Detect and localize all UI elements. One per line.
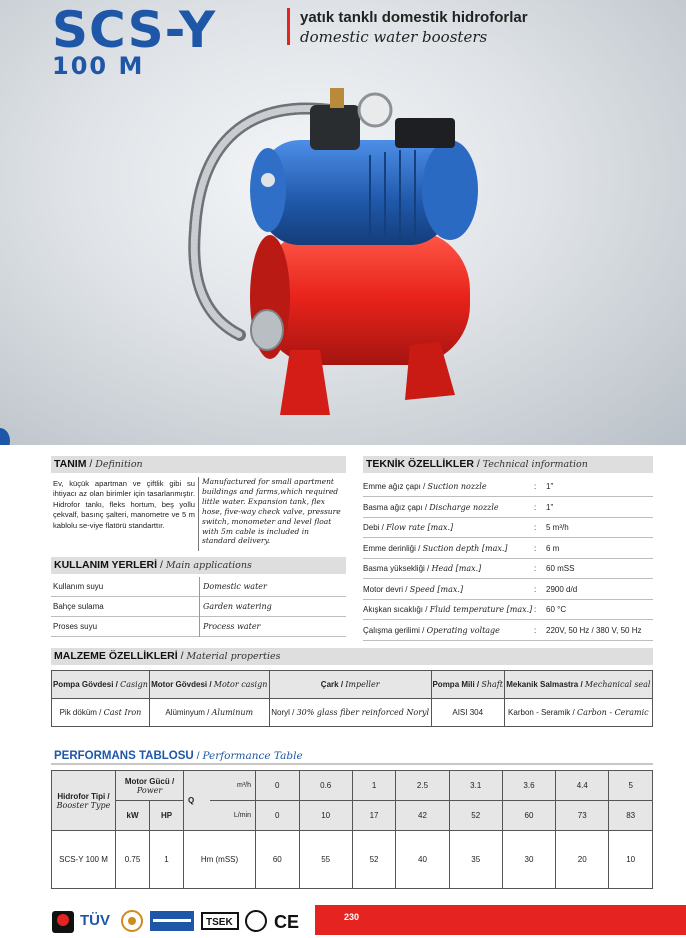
materials-column-header: Pompa Mili / Shaft bbox=[431, 671, 504, 699]
flow-m3h-cell: 4.4 bbox=[556, 771, 609, 801]
head-cell: 60 bbox=[256, 831, 300, 889]
model-subtitle: 100 M bbox=[52, 52, 145, 80]
usage-row-en: Process water bbox=[199, 617, 260, 637]
materials-column-en: Motor casign bbox=[213, 680, 268, 689]
materials-value-cell: Alüminyum / Aluminum bbox=[149, 699, 269, 727]
usage-heading-en: Main applications bbox=[165, 560, 252, 571]
technical-value: 60 °C bbox=[546, 605, 567, 614]
tuv-logo-icon bbox=[80, 912, 110, 929]
head-cell: 30 bbox=[502, 831, 555, 889]
technical-label: Emme derinliği / Suction depth [max.] bbox=[363, 543, 508, 553]
booster-type-en: Booster Type bbox=[56, 800, 111, 810]
materials-column-tr: Pompa Mili bbox=[432, 680, 475, 689]
tsek-logo-text: TSEK bbox=[206, 917, 233, 928]
technical-separator: : bbox=[534, 625, 537, 635]
technical-separator: : bbox=[534, 482, 537, 491]
technical-label-tr: Çalışma gerilimi bbox=[363, 625, 420, 635]
technical-label: Çalışma gerilimi / Operating voltage bbox=[363, 625, 500, 635]
materials-value-tr: Pik döküm bbox=[59, 708, 97, 717]
materials-column-tr: Mekanik Salmastra bbox=[506, 680, 579, 689]
technical-label: Emme ağız çapı / Suction nozzle bbox=[363, 482, 487, 491]
motor-power-header: Motor Gücü / Power bbox=[116, 771, 184, 801]
definition-header: TANIM / Definition bbox=[51, 456, 346, 473]
booster-type-header: Hidrofor Tipi / Booster Type bbox=[52, 771, 116, 831]
head-cell: 10 bbox=[609, 831, 653, 889]
technical-label-en: Head [max.] bbox=[431, 564, 482, 573]
motor-power-tr: Motor Gücü bbox=[124, 776, 170, 786]
materials-value-cell: Pik döküm / Cast Iron bbox=[52, 699, 150, 727]
booster-type-tr: Hidrofor Tipi bbox=[57, 791, 106, 801]
technical-label-tr: Emme derinliği bbox=[363, 543, 416, 553]
model-title: SCS-Y bbox=[52, 1, 217, 59]
flow-lmin-cell: 52 bbox=[449, 801, 502, 831]
usage-heading-tr: KULLANIM YERLERİ bbox=[54, 559, 158, 571]
technical-label-tr: Basma yüksekliği bbox=[363, 564, 425, 573]
technical-label-en: Discharge nozzle bbox=[429, 502, 499, 512]
technical-value: 6 m bbox=[546, 543, 560, 553]
usage-row bbox=[51, 577, 346, 597]
materials-value-cell: Noryl / 30% glass fiber reinforced Noryl bbox=[269, 699, 431, 727]
performance-data-row bbox=[52, 831, 653, 889]
technical-separator: : bbox=[534, 502, 537, 512]
materials-column-header: Mekanik Salmastra / Mechanical seal bbox=[504, 671, 652, 699]
footer-band bbox=[315, 905, 686, 935]
title-divider bbox=[287, 8, 290, 45]
usage-row bbox=[51, 617, 346, 637]
technical-row bbox=[363, 518, 653, 538]
technical-label-tr: Akışkan sıcaklığı bbox=[363, 605, 424, 614]
materials-column-en: Impeller bbox=[345, 680, 380, 689]
materials-table bbox=[51, 670, 653, 727]
materials-value-en: Cast Iron bbox=[103, 708, 142, 717]
materials-column-tr: Motor Gövdesi bbox=[151, 680, 208, 689]
booster-type-cell: SCS-Y 100 M bbox=[52, 831, 116, 889]
performance-table bbox=[51, 770, 653, 889]
technical-label-en: Flow rate [max.] bbox=[386, 523, 454, 532]
materials-heading-tr: MALZEME ÖZELLİKLERİ bbox=[54, 650, 178, 662]
materials-value-tr: Alüminyum bbox=[165, 708, 205, 717]
definition-text-en: Manufactured for small apartment buildings and farms,which required little water. Expansion tank, flex hose, five-way check valve, pressure switch, monometer and level float with 5m cable is included in standard delivery. bbox=[198, 477, 345, 551]
foundry-logo-icon bbox=[122, 911, 142, 931]
tsek-logo-icon bbox=[202, 913, 238, 929]
ce-logo-text: CE bbox=[274, 912, 300, 932]
hero-banner bbox=[0, 0, 686, 445]
technical-value: 2900 d/d bbox=[546, 584, 578, 594]
technical-label-en: Suction depth [max.] bbox=[422, 543, 508, 553]
technical-value: 1" bbox=[546, 482, 554, 491]
definition-heading-en: Definition bbox=[95, 459, 143, 470]
usage-row-tr: Proses suyu bbox=[53, 622, 98, 631]
certification-logos bbox=[52, 907, 310, 935]
technical-label-en: Suction nozzle bbox=[427, 482, 487, 491]
usage-row-en: Domestic water bbox=[199, 577, 267, 597]
materials-value-en: 30% glass fiber reinforced Noryl bbox=[296, 708, 430, 717]
technical-label: Debi / Flow rate [max.] bbox=[363, 523, 454, 532]
kw-header: kW bbox=[116, 801, 150, 831]
materials-value-row bbox=[52, 699, 653, 727]
performance-header: PERFORMANS TABLOSU / Performance Table bbox=[51, 748, 653, 765]
technical-label-en: Speed [max.] bbox=[409, 584, 464, 594]
technical-label-en: Operating voltage bbox=[426, 625, 500, 635]
materials-value-cell: Karbon - Seramik / Carbon - Ceramic bbox=[504, 699, 652, 727]
flow-m3h-cell: 3.6 bbox=[502, 771, 555, 801]
head-cell: 20 bbox=[556, 831, 609, 889]
materials-value-tr: Karbon - Seramik bbox=[508, 708, 571, 717]
head-cell: 40 bbox=[396, 831, 449, 889]
hp-header: HP bbox=[150, 801, 184, 831]
flow-lmin-cell: 83 bbox=[609, 801, 653, 831]
technical-row bbox=[363, 477, 653, 497]
technical-heading-tr: TEKNİK ÖZELLİKLER bbox=[366, 458, 474, 470]
hfy-logo-icon bbox=[52, 911, 74, 933]
title-english: domestic water boosters bbox=[300, 28, 488, 46]
head-cell: 55 bbox=[299, 831, 352, 889]
performance-row-m3h bbox=[52, 771, 653, 801]
technical-row bbox=[363, 559, 653, 579]
materials-column-tr: Çark bbox=[320, 680, 339, 689]
technical-row bbox=[363, 539, 653, 559]
technical-label-tr: Emme ağız çapı bbox=[363, 482, 421, 491]
materials-heading-en: Material properties bbox=[186, 651, 281, 662]
head-cell: 52 bbox=[352, 831, 396, 889]
technical-separator: : bbox=[534, 564, 537, 573]
usage-row-tr: Kullanım suyu bbox=[53, 582, 104, 591]
motor-power-en: Power bbox=[136, 785, 163, 795]
technical-heading-en: Technical information bbox=[482, 459, 588, 470]
page-tab-marker bbox=[0, 428, 10, 445]
technical-separator: : bbox=[534, 543, 537, 553]
usage-row-en: Garden watering bbox=[199, 597, 272, 617]
flow-lmin-cell: 42 bbox=[396, 801, 449, 831]
technical-row bbox=[363, 621, 653, 641]
technical-value: 5 m³/h bbox=[546, 523, 569, 532]
unit-lmin: L/min bbox=[210, 801, 256, 831]
materials-value-en: Aluminum bbox=[211, 708, 254, 717]
tuv-logo-text: TÜV bbox=[80, 912, 110, 929]
flow-lmin-cell: 10 bbox=[299, 801, 352, 831]
technical-row bbox=[363, 498, 653, 518]
performance-heading-en: Performance Table bbox=[202, 750, 303, 762]
q-header: Q bbox=[184, 771, 210, 831]
usage-row bbox=[51, 597, 346, 617]
title-turkish: yatık tanklı domestik hidroforlar bbox=[300, 9, 528, 26]
head-cell: 35 bbox=[449, 831, 502, 889]
page-number: 230 bbox=[344, 912, 360, 922]
flow-m3h-cell: 2.5 bbox=[396, 771, 449, 801]
materials-column-en: Mechanical seal bbox=[584, 680, 651, 689]
technical-label-tr: Debi bbox=[363, 523, 380, 532]
flow-m3h-cell: 3.1 bbox=[449, 771, 502, 801]
kw-cell: 0.75 bbox=[116, 831, 150, 889]
materials-column-en: Casign bbox=[120, 680, 148, 689]
pump-image bbox=[170, 80, 510, 425]
technical-value: 1" bbox=[546, 502, 554, 512]
technical-value: 60 mSS bbox=[546, 564, 575, 573]
europump-logo-icon bbox=[150, 911, 194, 931]
technical-label-tr: Basma ağız çapı bbox=[363, 502, 423, 512]
performance-heading-tr: PERFORMANS TABLOSU bbox=[54, 750, 194, 762]
materials-column-header: Pompa Gövdesi / Casign bbox=[52, 671, 150, 699]
unit-m3h: m³/h bbox=[210, 771, 256, 801]
materials-column-header: Çark / Impeller bbox=[269, 671, 431, 699]
definition-heading-tr: TANIM bbox=[54, 458, 87, 470]
flow-m3h-cell: 0 bbox=[256, 771, 300, 801]
usage-header: KULLANIM YERLERİ / Main applications bbox=[51, 557, 346, 574]
technical-label-en: Fluid temperature [max.] bbox=[429, 605, 533, 614]
technical-label: Basma ağız çapı / Discharge nozzle bbox=[363, 502, 499, 512]
technical-label: Motor devri / Speed [max.] bbox=[363, 584, 464, 594]
tse-logo-icon bbox=[246, 911, 266, 931]
technical-label-tr: Motor devri bbox=[363, 584, 404, 594]
definition-text-tr: Ev, küçük apartman ve çiftlik gibi su ihtiyacı az olan birimler için tasarlanmıştır. Hidrofor tankı, fleks hortum, beş yollu çekvalf, basınç şalteri, manometre ve 5 m kablolu se-viye flatörü standarttır. bbox=[53, 479, 195, 530]
materials-value-cell bbox=[431, 699, 504, 727]
head-label-cell: Hm (mSS) bbox=[184, 831, 256, 889]
materials-column-tr: Pompa Gövdesi bbox=[52, 680, 114, 689]
materials-header-row bbox=[52, 671, 653, 699]
technical-label: Basma yüksekliği / Head [max.] bbox=[363, 564, 482, 573]
technical-label: Akışkan sıcaklığı / Fluid temperature [max.] bbox=[363, 605, 533, 614]
flow-lmin-cell: 60 bbox=[502, 801, 555, 831]
flow-m3h-cell: 0.6 bbox=[299, 771, 352, 801]
technical-separator: : bbox=[534, 523, 537, 532]
technical-separator: : bbox=[534, 584, 537, 594]
materials-value-en: Carbon - Ceramic bbox=[576, 708, 649, 717]
flow-lmin-cell: 73 bbox=[556, 801, 609, 831]
technical-header: TEKNİK ÖZELLİKLER / Technical information bbox=[363, 456, 653, 473]
usage-row-tr: Bahçe sulama bbox=[53, 602, 104, 611]
technical-value: 220V, 50 Hz / 380 V, 50 Hz bbox=[546, 625, 642, 635]
technical-separator: : bbox=[534, 605, 537, 614]
materials-value-tr: AISI 304 bbox=[452, 708, 484, 717]
technical-row bbox=[363, 600, 653, 620]
hp-cell: 1 bbox=[150, 831, 184, 889]
flow-lmin-cell: 17 bbox=[352, 801, 396, 831]
materials-column-en: Shaft bbox=[481, 680, 503, 689]
flow-m3h-cell: 1 bbox=[352, 771, 396, 801]
materials-column-header: Motor Gövdesi / Motor casign bbox=[149, 671, 269, 699]
materials-header: MALZEME ÖZELLİKLERİ / Material properties bbox=[51, 648, 653, 665]
performance-row-lmin bbox=[52, 801, 653, 831]
technical-row bbox=[363, 580, 653, 600]
flow-lmin-cell: 0 bbox=[256, 801, 300, 831]
flow-m3h-cell: 5 bbox=[609, 771, 653, 801]
materials-value-tr: Noryl bbox=[271, 708, 290, 717]
ce-logo-icon bbox=[274, 912, 299, 932]
